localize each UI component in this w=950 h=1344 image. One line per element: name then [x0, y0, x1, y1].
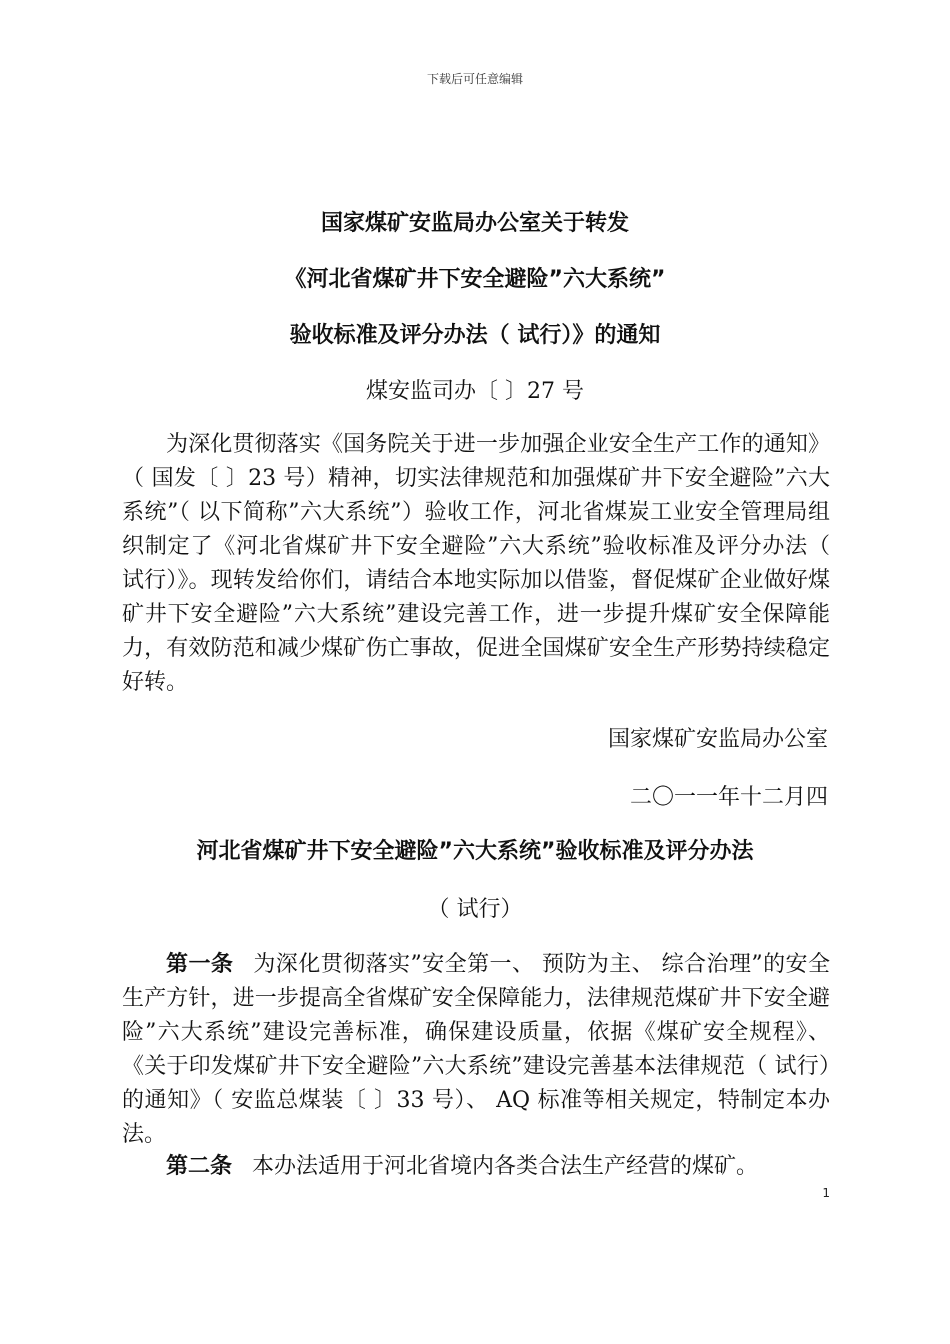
- article-2-text: 本办法适用于河北省境内各类合法生产经营的煤矿。: [252, 1154, 759, 1179]
- signature-office: 国家煤矿安监局办公室: [607, 727, 828, 752]
- document-title-line-2: 《河北省煤矿井下安全避险”六大系统”: [284, 267, 666, 292]
- article-2: [122, 1150, 830, 1184]
- trial-note: （ 试行）: [427, 897, 523, 922]
- signature-date: 二〇一一年十二月四: [629, 785, 828, 810]
- document-title-line-3: 验收标准及评分办法（ 试行）》的通知: [289, 323, 661, 348]
- article-2-label: 第二条: [166, 1154, 233, 1179]
- document-title-line-1: 国家煤矿安监局办公室关于转发: [320, 211, 629, 236]
- article-1-label: 第一条: [166, 952, 234, 977]
- page-number: 1: [822, 1186, 830, 1200]
- page-header-note: 下载后可任意编辑: [426, 72, 523, 86]
- article-1-text: 为深化贯彻落实”安全第一、 预防为主、 综合治理”的安全生产方针，进一步提高全省煤矿安全保障能力，法律规范煤矿井下安全避险”六大系统”建设完善标准，确保建设质量，依据《煤矿安全规程》、 《关于印发煤矿井下安全避险”六大系统”建设完善基本法律规范（ 试行）的通知》（ 安监总煤装〔 〕33 号）、 AQ 标准等相关规定，特制定本办法。: [122, 952, 830, 1147]
- article-1: [122, 948, 830, 1152]
- document-number: 煤安监司办〔 〕27 号: [366, 379, 584, 404]
- intro-paragraph: 为深化贯彻落实《国务院关于进一步加强企业安全生产工作的通知》（ 国发〔 〕23 号）精神，切实法律规范和加强煤矿井下安全避险”六大系统”（ 以下简称”六大系统”）验收工作，河北省煤炭工业安全管理局组织制定了《河北省煤矿井下安全避险”六大系统”验收标准及评分办法（ 试行）》。现转发给你们，请结合本地实际加以借鉴，督促煤矿企业做好煤矿井下安全避险”六大系统”建设完善工作，进一步提升煤矿安全保障能力，有效防范和减少煤矿伤亡事故，促进全国煤矿安全生产形势持续稳定好转。: [122, 432, 830, 695]
- regulation-title: 河北省煤矿井下安全避险”六大系统”验收标准及评分办法: [196, 839, 754, 864]
